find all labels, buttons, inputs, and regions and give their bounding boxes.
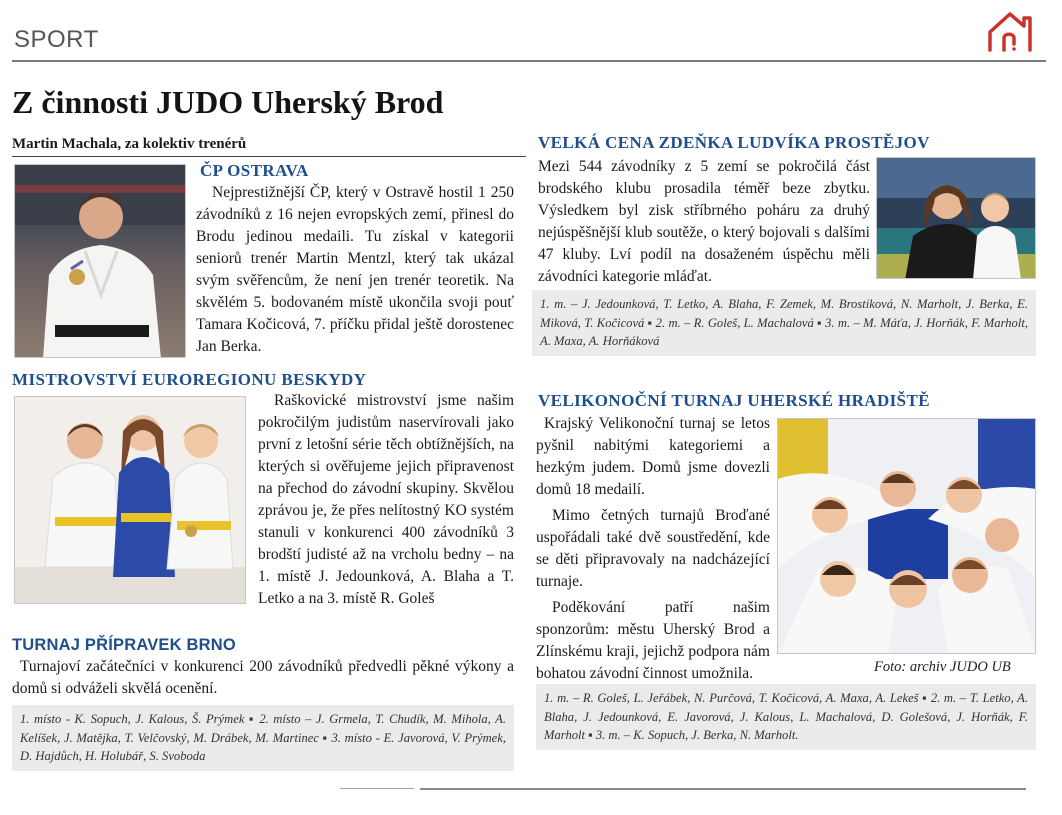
text-brno: Turnajoví začátečníci v konkurenci 200 závodníků předvedli pěkné výkony a domů si odváželi skvělá ocenění.	[12, 658, 514, 697]
article-byline: Martin Machala, za kolektiv trenérů	[12, 136, 526, 157]
results-hradiste: 1. m. – R. Goleš, L. Jeřábek, N. Purčová, T. Kočicová, A. Maxa, A. Lekeš ▪ 2. m. – T. Letko, A. Blaha, J. Jedounková, E. Javorová, J. Kalous, L. Machalová, D. Golešová, J. Horňák, F. Marholt ▪ 3. m. – K. Sopuch, J. Berka, N. Marholt.	[536, 684, 1036, 750]
heading-beskydy: MISTROVSTVÍ EUROREGIONU BESKYDY	[12, 370, 367, 389]
photo-coach-and-child	[876, 157, 1036, 279]
text-hradiste	[536, 413, 770, 685]
photo-three-judokas	[14, 396, 246, 604]
footer-rule	[420, 788, 1026, 790]
footer-rule-left	[340, 788, 414, 789]
results-brno: 1. místo - K. Sopuch, J. Kalous, Š. Prýmek ▪ 2. místo – J. Grmela, T. Chudík, M. Mihola, A. Kelíšek, J. Matějka, T. Velčovský, M. Drábek, M. Martinec ▪ 3. místo - E. Javorová, V. Prýmek, D. Hajdůch, H. Holubář, S. Svoboda	[12, 705, 514, 771]
text-cp-ostrava: Nejprestižnější ČP, který v Ostravě hostil 1 250 závodníků z 16 nejen evropských zemí, přinesl do Brodu jedinou medaili. Tu získal v kategorii seniorů trenér Martin Mentzl, který tak ukázal svým svěřencům, že není jen trenér teoretik. Na skvělém 5. bodovaném místě ukončila svoji pouť Tamara Kočicová, 7. příčku přidal ještě dorostenec Jan Berka.	[196, 184, 514, 355]
section-label: SPORT	[14, 26, 99, 53]
text-hradiste-p1: Krajský Velikonoční turnaj se letos pyšnil nabitými kategoriemi a hezkým judem. Domů jsme dovezli domů 18 medailí.	[536, 415, 770, 498]
photo-credit: Foto: archiv JUDO UB	[874, 659, 1011, 675]
header-rule	[12, 60, 1046, 62]
heading-hradiste: VELIKONOČNÍ TURNAJ UHERSKÉ HRADIŠTĚ	[538, 391, 931, 410]
house-logo-icon	[984, 8, 1036, 54]
results-prostejov: 1. m. – J. Jedounková, T. Letko, A. Blaha, F. Zemek, M. Brostiková, N. Marholt, J. Berka, E. Miková, T. Kočicová ▪ 2. m. – R. Goleš, L. Machalová ▪ 3. m. – M. Máťa, J. Horňák, F. Marholt, A. Maxa, A. Horňáková	[532, 290, 1036, 356]
photo-judoka-medal	[14, 164, 186, 358]
photo-kids-circle	[777, 418, 1036, 654]
article-title: Z činnosti JUDO Uherský Brod	[12, 84, 444, 120]
heading-cp-ostrava: ČP OSTRAVA	[200, 161, 309, 180]
text-beskydy: Raškovické mistrovství jsme našim pokročilým judistům naservírovali jako první z letošní série těch obtížnějších, na kterých si ověřujeme jejich připravenost na přechod do závodní skupiny. Skvělou zprávou je, že přes nelítostný KO systém stanuli v konkurenci 400 závodníků 3 brodští judisté až na vrcholu bedny – na 1. místě J. Jedounková, A. Blaha a T. Letko a na 3. místě R. Goleš	[258, 392, 514, 607]
heading-prostejov: VELKÁ CENA ZDEŇKA LUDVÍKA PROSTĚJOV	[538, 133, 930, 152]
text-prostejov: Mezi 544 závodníky z 5 zemí se pokročilá část brodského klubu prosadila téměř beze zbytku. Výsledkem byl zisk stříbrného poháru za druhý nejúspěšnější klub soutěže, o který bojovali s dalšími 47 kluby. Lví podíl na dosaženém úspěchu měli závodníci kategorie mláďat.	[538, 158, 870, 285]
heading-brno: TURNAJ PŘÍPRAVEK BRNO	[12, 636, 236, 654]
text-hradiste-p2: Mimo četných turnajů Broďané uspořádali také dvě soustředění, kde se děti připravovaly na nadcházející turnaje.	[536, 507, 770, 590]
text-hradiste-p3: Poděkování patří našim sponzorům: městu Uherský Brod a Zlínskému kraji, jejichž podpora nám bohatou závodní činnost umožnila.	[536, 599, 770, 682]
